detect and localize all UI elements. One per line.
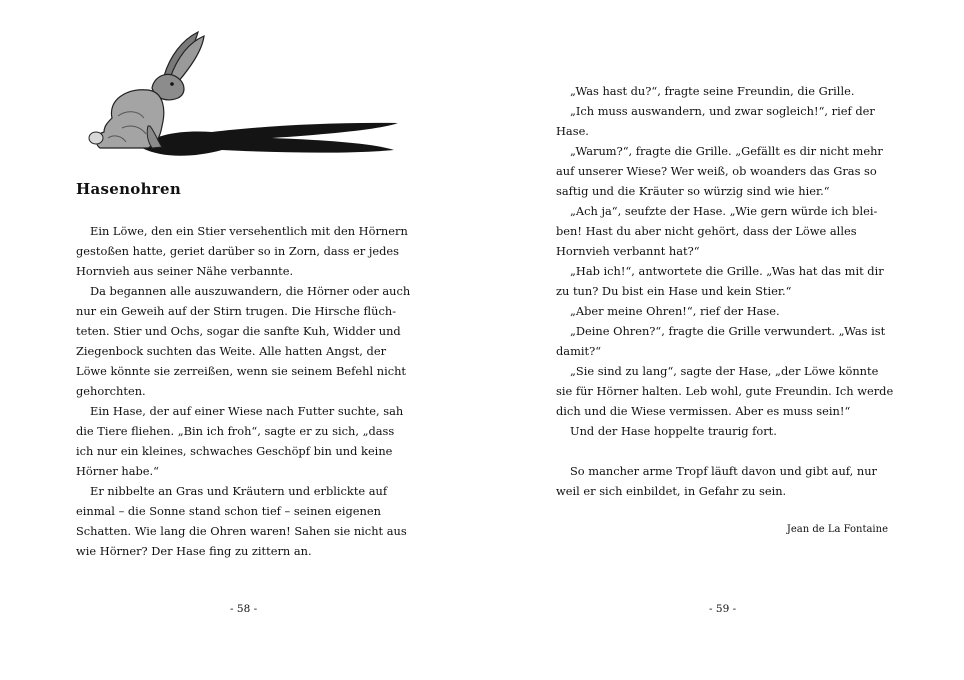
story-title: Hasenohren (76, 180, 182, 198)
text-line: damit?“ (556, 344, 602, 358)
text-line: Ziegenbock suchten das Weite. Alle hatten Angst, der (76, 344, 387, 358)
text-line: „Aber meine Ohren!“, rief der Hase. (570, 304, 780, 318)
text-line: auf unserer Wiese? Wer weiß, ob woanders das Gras so (556, 164, 877, 178)
right-page (482, 0, 964, 680)
text-line: „Sie sind zu lang“, sagte der Hase, „der Löwe könnte (570, 364, 879, 378)
text-line: Hornvieh aus seiner Nähe verbannte. (76, 264, 294, 278)
text-line: So mancher arme Tropf läuft davon und gibt auf, nur (570, 464, 877, 478)
text-line: gehorchten. (76, 384, 146, 398)
text-line: Und der Hase hoppelte traurig fort. (570, 424, 777, 438)
text-line: gestoßen hatte, geriet darüber so in Zorn, dass er jedes (76, 244, 399, 258)
text-line: die Tiere fliehen. „Bin ich froh“, sagte er zu sich, „dass (76, 424, 395, 438)
text-line: wie Hörner? Der Hase fing zu zittern an. (76, 544, 312, 558)
text-line: „Deine Ohren?“, fragte die Grille verwundert. „Was ist (570, 324, 886, 338)
text-line: zu tun? Du bist ein Hase und kein Stier.“ (556, 284, 792, 298)
text-line: Löwe könnte sie zerreißen, wenn sie seinem Befehl nicht (76, 364, 407, 378)
text-line: sie für Hörner halten. Leb wohl, gute Freundin. Ich werde (556, 384, 894, 398)
text-line: Hörner habe.“ (76, 464, 159, 478)
page-number-left: - 58 - (230, 603, 258, 615)
text-line: dich und die Wiese vermissen. Aber es muss sein!“ (556, 404, 851, 418)
text-line (556, 441, 892, 461)
text-line: weil er sich einbildet, in Gefahr zu sein. (556, 484, 787, 498)
left-story-text (76, 221, 412, 561)
right-story-text (556, 81, 892, 501)
text-line: ben! Hast du aber nicht gehört, dass der Löwe alles (556, 224, 857, 238)
text-line: Hornvieh verbannt hat?“ (556, 244, 700, 258)
text-line: „Ich muss auswandern, und zwar sogleich!“, rief der (570, 104, 875, 118)
text-line: „Warum?“, fragte die Grille. „Gefällt es dir nicht mehr (570, 144, 883, 158)
text-line: „Hab ich!“, antwortete die Grille. „Was hat das mit dir (570, 264, 884, 278)
text-line: teten. Stier und Ochs, sogar die sanfte Kuh, Widder und (76, 324, 401, 338)
text-line: Er nibbelte an Gras und Kräutern und erblickte auf (90, 484, 388, 498)
text-line: einmal – die Sonne stand schon tief – seinen eigenen (76, 504, 381, 518)
text-line: „Was hast du?“, fragte seine Freundin, die Grille. (570, 84, 855, 98)
text-line: Ein Löwe, den ein Stier versehentlich mit den Hörnern (90, 224, 408, 238)
text-line: saftig und die Kräuter so würzig sind wie hier.“ (556, 184, 830, 198)
hare-illustration (82, 26, 402, 160)
text-line: Hase. (556, 124, 589, 138)
text-line: Ein Hase, der auf einer Wiese nach Futter suchte, sah (90, 404, 404, 418)
text-line: ich nur ein kleines, schwaches Geschöpf bin und keine (76, 444, 393, 458)
page-number-right: - 59 - (709, 603, 737, 615)
text-line: Da begannen alle auszuwandern, die Hörner oder auch (90, 284, 411, 298)
text-line: „Ach ja“, seufzte der Hase. „Wie gern würde ich blei- (570, 204, 878, 218)
author-signature: Jean de La Fontaine (786, 524, 888, 535)
hare-tail (89, 132, 103, 144)
text-line: Schatten. Wie lang die Ohren waren! Sahen sie nicht aus (76, 524, 407, 538)
text-line: nur ein Geweih auf der Stirn trugen. Die Hirsche flüch- (76, 304, 397, 318)
hare-shadow (142, 123, 398, 156)
